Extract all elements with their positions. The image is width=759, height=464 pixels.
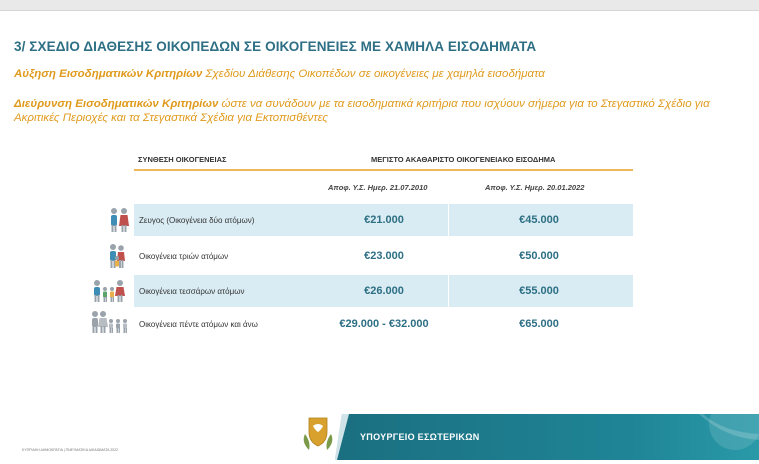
column-divider (448, 204, 449, 236)
table-row (134, 275, 633, 307)
income-2022: €45.000 (519, 214, 559, 226)
page-title: 3/ ΣΧΕΔΙΟ ΔΙΑΘΕΣΗΣ ΟΙΚΟΠΕΔΩΝ ΣΕ ΟΙΚΟΓΕΝΕΙΕΣ ΜΕ ΧΑΜΗΛΑ ΕΙΣΟΔΗΜΑΤΑ (14, 39, 537, 54)
table-row (134, 308, 633, 340)
cyprus-emblem-icon (291, 404, 345, 460)
subtitle-expansion-rest: ώστε να συνάδουν με τα εισοδηματικά κριτήρια που ισχύουν σήμερα για το Στεγαστικό Σχέδιο για Ακριτικές Περιοχές και τα Στεγαστικά Σχέδια για Εκτοπισθέντες (14, 98, 710, 124)
row-label: Ζευγος (Οικογένεια δύο ατόμων) (139, 215, 255, 225)
header-family-composition: ΣΥΝΘΕΣΗ ΟΙΚΟΓΕΝΕΙΑΣ (138, 155, 227, 164)
row-label: Οικογένεια πέντε ατόμων και άνω (139, 319, 258, 329)
table-row (134, 204, 633, 236)
column-decision-2022: Αποφ. Υ.Σ. Ημερ. 20.01.2022 (485, 183, 585, 192)
subtitle-increase (14, 68, 545, 80)
header-divider (134, 169, 633, 171)
income-2010: €21.000 (364, 214, 404, 226)
column-divider (448, 275, 449, 307)
header-max-income: ΜΕΓΙΣΤΟ ΑΚΑΘΑΡΙΣΤΟ ΟΙΚΟΓΕΝΕΙΑΚΟ ΕΙΣΟΔΗΜΑ (371, 155, 556, 164)
footer-note: ΚΥΠΡΙΑΚΗ ΔΗΜΟΚΡΑΤΙΑ | ΠΝΕΥΜΑΤΙΚΑ ΔΙΚΑΙΩΜΑΤΑ 2022 (22, 448, 118, 452)
couple-icon (108, 207, 130, 233)
income-2022: €55.000 (519, 285, 559, 297)
income-2022: €50.000 (519, 250, 559, 262)
subtitle-expansion (14, 97, 714, 125)
subtitle-expansion-bold: Διεύρυνση Εισοδηματικών Κριτηρίων (14, 98, 219, 110)
row-label: Οικογένεια τεσσάρων ατόμων (139, 286, 245, 296)
column-decision-2010: Αποφ. Υ.Σ. Ημερ. 21.07.2010 (328, 183, 428, 192)
row-label: Οικογένεια τριών ατόμων (139, 251, 229, 261)
income-2010: €29.000 - €32.000 (339, 318, 429, 330)
family-three-icon (108, 243, 126, 269)
income-2010: €26.000 (364, 285, 404, 297)
family-five-icon (90, 310, 130, 334)
top-bar (0, 0, 759, 11)
table-row (134, 240, 633, 272)
income-2022: €65.000 (519, 318, 559, 330)
income-2010: €23.000 (364, 250, 404, 262)
ministry-name: ΥΠΟΥΡΓΕΙΟ ΕΣΩΤΕΡΙΚΩΝ (360, 432, 480, 442)
subtitle-increase-bold: Αύξηση Εισοδηματικών Κριτηρίων (14, 68, 203, 80)
family-four-icon (92, 279, 126, 303)
subtitle-increase-rest: Σχεδίου Διάθεσης Οικοπέδων σε οικογένειες με χαμηλά εισοδήματα (202, 68, 545, 80)
